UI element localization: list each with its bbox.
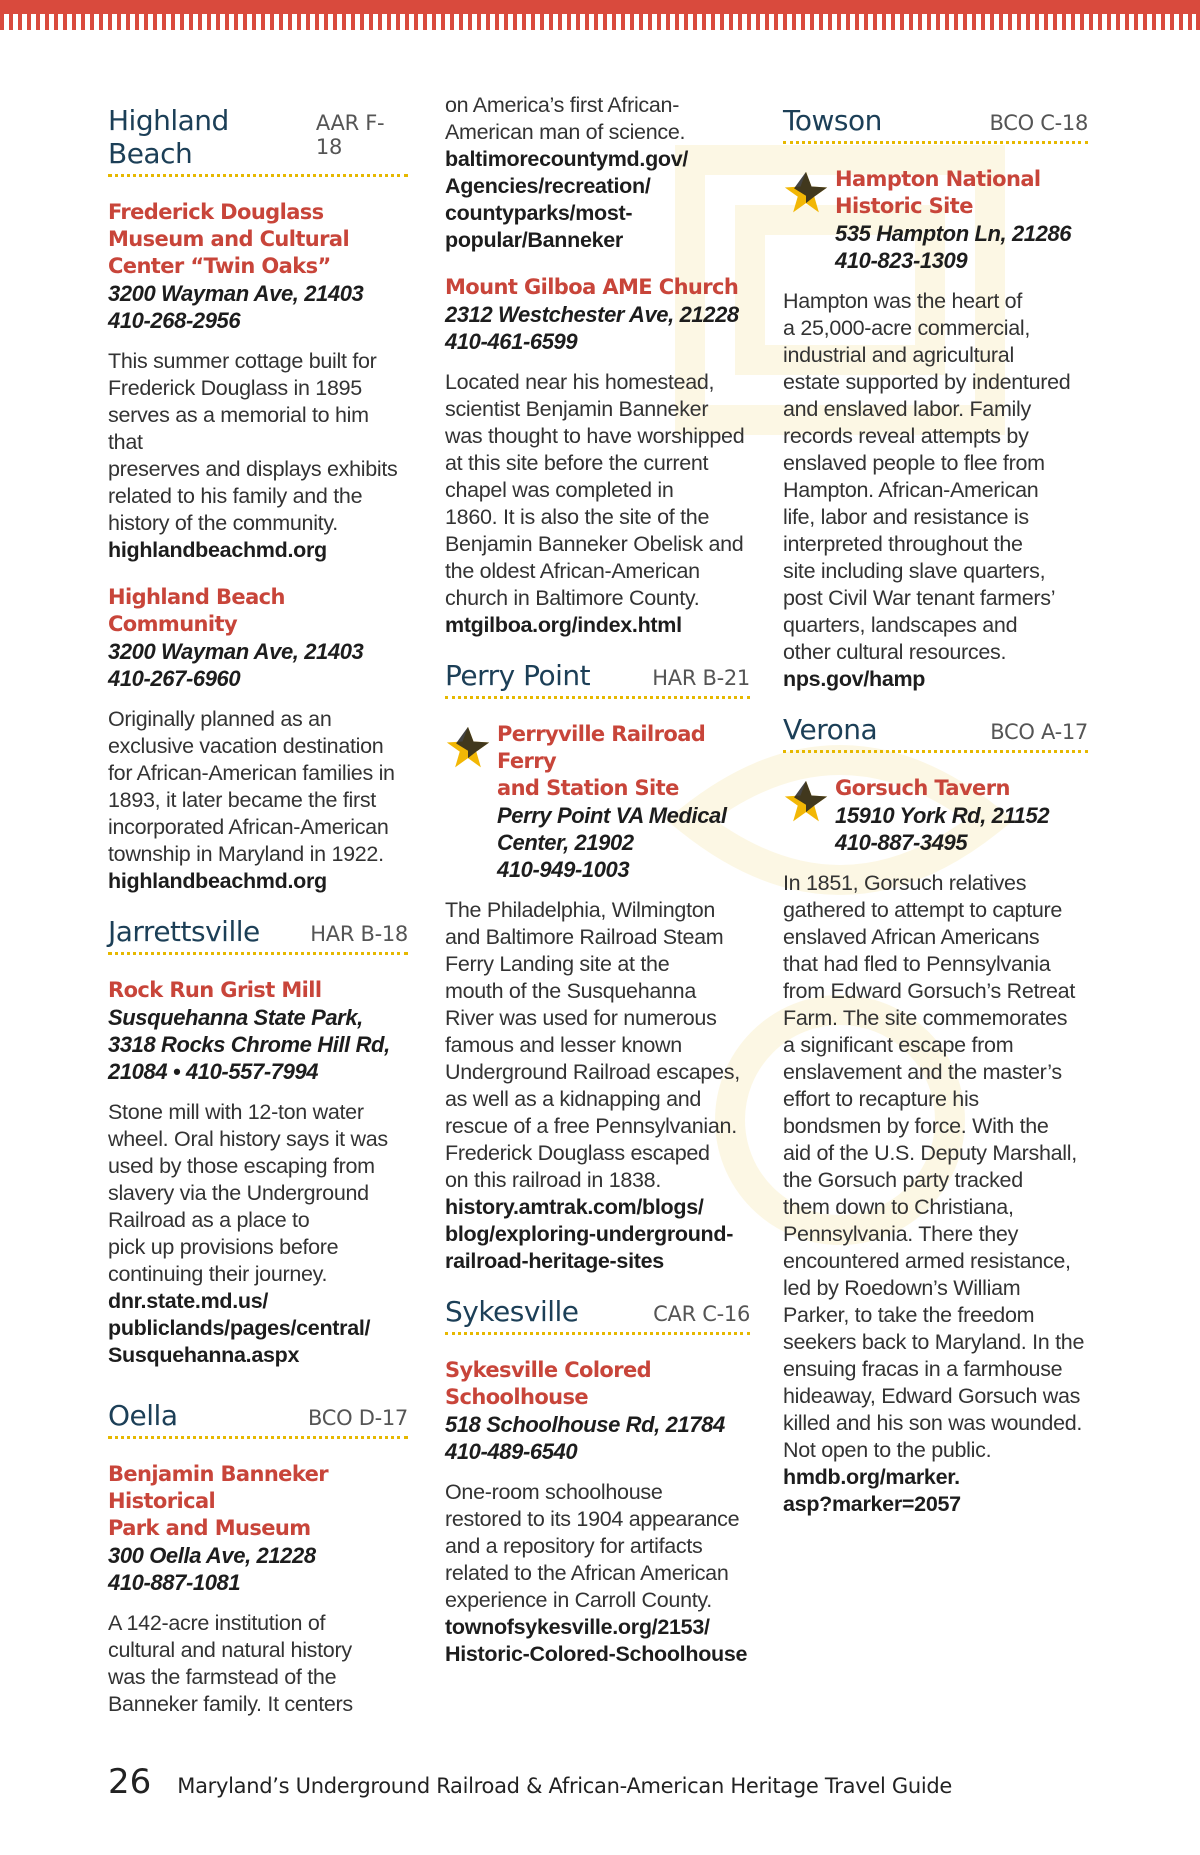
description-line: post Civil War tenant farmers’ [783, 586, 1056, 610]
town-heading-oella [108, 1399, 408, 1439]
page-footer [108, 1762, 952, 1802]
url-line[interactable]: railroad-heritage-sites [445, 1249, 664, 1273]
url-line[interactable]: baltimorecountymd.gov/ [445, 147, 689, 171]
description-line: restored to its 1904 appearance [445, 1507, 740, 1531]
page-number: 26 [108, 1762, 152, 1802]
description-line: River was used for numerous [445, 1006, 717, 1030]
site-url[interactable] [445, 1194, 750, 1275]
site-name-line: Park and Museum [108, 1516, 311, 1540]
site-name [835, 166, 1088, 220]
site-address [445, 1411, 750, 1465]
site-banneker-continued [445, 92, 750, 254]
description-line: Hampton was the heart of [783, 289, 1022, 313]
description-line: estate supported by indentured [783, 370, 1071, 394]
site-gorsuch-tavern [783, 775, 1088, 856]
url-line[interactable]: publiclands/pages/central/ [108, 1316, 371, 1340]
address-line: 15910 York Rd, 21152 [835, 803, 1050, 828]
phone-number: 410-887-3495 [835, 830, 968, 855]
url-line[interactable]: asp?marker=2057 [783, 1492, 961, 1516]
column-right [783, 104, 1088, 1538]
site-address [445, 301, 750, 355]
phone-number: 410-887-1081 [108, 1570, 241, 1595]
site-description [445, 92, 750, 146]
description-line: incorporated African-American [108, 815, 389, 839]
description-line: Frederick Douglass escaped [445, 1141, 710, 1165]
map-grid-code: AAR F-18 [315, 111, 385, 159]
site-address [497, 802, 750, 883]
description-line: slavery via the Underground [108, 1181, 369, 1205]
town-heading-highland-beach [108, 104, 408, 177]
site-description [108, 1099, 408, 1288]
network-to-freedom-star-icon [783, 170, 829, 216]
description-line: site including slave quarters, [783, 559, 1046, 583]
description-line: This summer cottage built for [108, 349, 377, 373]
description-line: as well as a kidnapping and [445, 1087, 702, 1111]
description-line: Located near his homestead, [445, 370, 715, 394]
description-line: seekers back to Maryland. In the [783, 1330, 1085, 1354]
site-url[interactable] [445, 146, 750, 254]
description-line: interpreted throughout the [783, 532, 1023, 556]
url-line[interactable]: Agencies/recreation/ [445, 174, 651, 198]
description-line: township in Maryland in 1922. [108, 842, 384, 866]
site-rock-run-grist-mill [108, 977, 408, 1369]
description-line: Parker, to take the freedom [783, 1303, 1035, 1327]
site-description [445, 1479, 750, 1614]
town-name: Verona [783, 713, 878, 746]
town-heading-sykesville [445, 1295, 750, 1335]
site-highland-beach-community [108, 584, 408, 895]
description-line: enslavement and the master’s [783, 1060, 1062, 1084]
map-grid-code: HAR B-18 [310, 922, 408, 946]
site-name [108, 977, 408, 1004]
site-url[interactable] [783, 666, 1088, 693]
description-line: In 1851, Gorsuch relatives [783, 871, 1027, 895]
address-line: 3200 Wayman Ave, 21403 [108, 639, 364, 664]
town-name: Sykesville [445, 1295, 579, 1328]
site-frederick-douglass-museum [108, 199, 408, 564]
description-line: industrial and agricultural [783, 343, 1014, 367]
network-to-freedom-star-icon [445, 725, 491, 771]
site-description [108, 1610, 408, 1718]
description-line: Pennsylvania. There they [783, 1222, 1019, 1246]
description-line: on this railroad in 1838. [445, 1168, 662, 1192]
network-to-freedom-star-icon [783, 779, 829, 825]
description-line: and Baltimore Railroad Steam [445, 925, 724, 949]
description-line: rescue of a free Pennsylvanian. [445, 1114, 737, 1138]
description-line: aid of the U.S. Deputy Marshall, [783, 1141, 1077, 1165]
site-url[interactable] [108, 1288, 408, 1369]
description-line: Farm. The site commemorates [783, 1006, 1068, 1030]
url-line[interactable]: Susquehanna.aspx [108, 1343, 300, 1367]
site-address [108, 1542, 408, 1596]
url-line[interactable]: dnr.state.md.us/ [108, 1289, 269, 1313]
address-line: 300 Oella Ave, 21228 [108, 1543, 316, 1568]
description-line: 1893, it later became the first [108, 788, 376, 812]
town-heading-jarrettsville [108, 915, 408, 955]
town-name: Highland Beach [108, 104, 229, 170]
description-line: them down to Christiana, [783, 1195, 1014, 1219]
description-line: Stone mill with 12-ton water [108, 1100, 364, 1124]
description-line: Not open to the public. [783, 1438, 992, 1462]
description-line: wheel. Oral history says it was [108, 1127, 388, 1151]
url-line[interactable]: mtgilboa.org/index.html [445, 613, 682, 637]
description-line: enslaved people to flee from [783, 451, 1045, 475]
site-description [445, 897, 750, 1194]
url-line[interactable]: popular/Banneker [445, 228, 623, 252]
description-line: on America’s first African- [445, 93, 680, 117]
url-line[interactable]: blog/exploring-underground- [445, 1222, 734, 1246]
town-heading-towson [783, 104, 1088, 144]
site-name-line: and Station Site [497, 776, 679, 800]
description-line: cultural and natural history [108, 1638, 352, 1662]
description-line: Frederick Douglass in 1895 [108, 376, 362, 400]
description-line: Banneker family. It centers [108, 1692, 353, 1716]
site-url[interactable] [108, 537, 408, 564]
address-line: Center, 21902 [497, 830, 634, 855]
site-benjamin-banneker-park [108, 1461, 408, 1718]
description-line: Originally planned as an [108, 707, 332, 731]
site-url[interactable] [108, 868, 408, 895]
description-line: enslaved African Americans [783, 925, 1040, 949]
site-description [783, 288, 1088, 666]
url-line[interactable]: countyparks/most- [445, 201, 633, 225]
description-line: The Philadelphia, Wilmington [445, 898, 716, 922]
town-name: Jarrettsville [108, 915, 260, 948]
site-perryville-description [445, 897, 750, 1275]
url-line[interactable]: Historic-Colored-Schoolhouse [445, 1642, 748, 1666]
site-name-line: Center “Twin Oaks” [108, 254, 331, 278]
description-line: Underground Railroad escapes, [445, 1060, 740, 1084]
site-address [108, 1004, 408, 1085]
description-line: gathered to attempt to capture [783, 898, 1063, 922]
site-perryville-railroad-ferry [445, 721, 750, 883]
description-line: quarters, landscapes and [783, 613, 1018, 637]
site-name-line: Perryville Railroad Ferry [497, 722, 706, 773]
site-description [783, 870, 1088, 1464]
site-name [445, 274, 750, 301]
description-line: preserves and displays exhibits [108, 457, 398, 481]
site-url[interactable] [783, 1464, 1088, 1518]
description-line: used by those escaping from [108, 1154, 375, 1178]
description-line: records reveal attempts by [783, 424, 1029, 448]
phone-number: 410-949-1003 [497, 857, 630, 882]
site-address [108, 280, 408, 334]
site-hampton-national-historic-site [783, 166, 1088, 274]
description-line: and a repository for artifacts [445, 1534, 703, 1558]
description-line: mouth of the Susquehanna [445, 979, 696, 1003]
description-line: from Edward Gorsuch’s Retreat [783, 979, 1076, 1003]
site-description [108, 706, 408, 868]
description-line: encountered armed resistance, [783, 1249, 1071, 1273]
description-line: life, labor and resistance is [783, 505, 1029, 529]
url-line[interactable]: highlandbeachmd.org [108, 869, 327, 893]
column-left [108, 104, 408, 1738]
site-sykesville-colored-schoolhouse [445, 1357, 750, 1668]
site-name [108, 199, 408, 280]
description-line: Railroad as a place to [108, 1208, 310, 1232]
site-name-line: Sykesville Colored Schoolhouse [445, 1358, 652, 1409]
description-line: American man of science. [445, 120, 686, 144]
publication-title: Maryland’s Underground Railroad & African-American Heritage Travel Guide [177, 1774, 953, 1798]
phone-number: 410-461-6599 [445, 329, 578, 354]
site-name-line: Highland Beach Community [108, 585, 285, 636]
column-middle [445, 92, 750, 1688]
description-line: related to the African American [445, 1561, 729, 1585]
description-line: other cultural resources. [783, 640, 1007, 664]
url-line[interactable]: highlandbeachmd.org [108, 538, 327, 562]
address-line: 2312 Westchester Ave, 21228 [445, 302, 739, 327]
site-address [835, 802, 1088, 856]
address-line: 535 Hampton Ln, 21286 [835, 221, 1072, 246]
site-url[interactable] [445, 1614, 750, 1668]
description-line: famous and lesser known [445, 1033, 682, 1057]
site-name-line: Historic Site [835, 194, 973, 218]
top-decorative-border [0, 0, 1200, 34]
description-line: was the farmstead of the [108, 1665, 337, 1689]
description-line: a 25,000-acre commercial, [783, 316, 1031, 340]
description-line: One-room schoolhouse [445, 1480, 663, 1504]
town-heading-perry-point [445, 659, 750, 699]
url-line[interactable]: hmdb.org/marker. [783, 1465, 960, 1489]
description-line: killed and his son was wounded. [783, 1411, 1083, 1435]
description-line: serves as a memorial to him that [108, 403, 369, 454]
site-name-line: Benjamin Banneker Historical [108, 1462, 329, 1513]
site-address [835, 220, 1088, 274]
url-line[interactable]: history.amtrak.com/blogs/ [445, 1195, 704, 1219]
description-line: effort to recapture his [783, 1087, 979, 1111]
site-url[interactable] [445, 612, 750, 639]
description-line: Benjamin Banneker Obelisk and [445, 532, 744, 556]
description-line: church in Baltimore County. [445, 586, 700, 610]
description-line: history of the community. [108, 511, 338, 535]
description-line: Hampton. African-American [783, 478, 1039, 502]
description-line: for African-American families in [108, 761, 395, 785]
site-name [497, 721, 750, 802]
description-line: bondsmen by force. With the [783, 1114, 1049, 1138]
url-line[interactable]: nps.gov/hamp [783, 667, 926, 691]
phone-number: 410-489-6540 [445, 1439, 578, 1464]
address-line: Perry Point VA Medical [497, 803, 727, 828]
site-name-line: Mount Gilboa AME Church [445, 275, 739, 299]
map-grid-code: BCO A-17 [990, 720, 1088, 744]
description-line: related to his family and the [108, 484, 363, 508]
address-line: Susquehanna State Park, [108, 1005, 363, 1030]
description-line: led by Roedown’s William [783, 1276, 1021, 1300]
site-address [108, 638, 408, 692]
description-line: and enslaved labor. Family [783, 397, 1031, 421]
site-name [835, 775, 1088, 802]
description-line: experience in Carroll County. [445, 1588, 712, 1612]
description-line: Ferry Landing site at the [445, 952, 670, 976]
description-line: hideaway, Edward Gorsuch was [783, 1384, 1081, 1408]
site-mount-gilboa-ame-church [445, 274, 750, 639]
map-grid-code: BCO D-17 [308, 1406, 408, 1430]
phone-number: 410-267-6960 [108, 666, 241, 691]
town-name: Towson [783, 104, 882, 137]
town-name: Perry Point [445, 659, 591, 692]
map-grid-code: CAR C-16 [653, 1302, 750, 1326]
description-line: ensuing fracas in a farmhouse [783, 1357, 1063, 1381]
site-gorsuch-description [783, 870, 1088, 1518]
url-line[interactable]: townofsykesville.org/2153/ [445, 1615, 710, 1639]
description-line: the oldest African-American [445, 559, 700, 583]
site-name [445, 1357, 750, 1411]
site-name-line: Gorsuch Tavern [835, 776, 1010, 800]
site-name-line: Museum and Cultural [108, 227, 350, 251]
map-grid-code: HAR B-21 [652, 666, 750, 690]
site-description [445, 369, 750, 612]
description-line: continuing their journey. [108, 1262, 328, 1286]
description-line: 1860. It is also the site of the [445, 505, 710, 529]
town-name: Oella [108, 1399, 178, 1432]
town-heading-verona [783, 713, 1088, 753]
address-line: 3200 Wayman Ave, 21403 [108, 281, 364, 306]
site-description [108, 348, 408, 537]
description-line: scientist Benjamin Banneker [445, 397, 709, 421]
site-name-line: Frederick Douglass [108, 200, 324, 224]
description-line: A 142-acre institution of [108, 1611, 326, 1635]
map-grid-code: BCO C-18 [989, 111, 1088, 135]
description-line: was thought to have worshipped [445, 424, 745, 448]
description-line: pick up provisions before [108, 1235, 339, 1259]
description-line: chapel was completed in [445, 478, 674, 502]
site-name [108, 584, 408, 638]
address-line: 3318 Rocks Chrome Hill Rd, [108, 1032, 390, 1057]
phone-number: 410-268-2956 [108, 308, 241, 333]
description-line: exclusive vacation destination [108, 734, 384, 758]
description-line: the Gorsuch party tracked [783, 1168, 1023, 1192]
phone-number: 410-823-1309 [835, 248, 968, 273]
description-line: a significant escape from [783, 1033, 1014, 1057]
description-line: at this site before the current [445, 451, 709, 475]
site-name [108, 1461, 408, 1542]
address-line: 518 Schoolhouse Rd, 21784 [445, 1412, 725, 1437]
description-line: that had fled to Pennsylvania [783, 952, 1051, 976]
site-hampton-description [783, 288, 1088, 693]
address-line: 21084 • 410-557-7994 [108, 1059, 319, 1084]
site-name-line: Rock Run Grist Mill [108, 978, 322, 1002]
site-name-line: Hampton National [835, 167, 1041, 191]
